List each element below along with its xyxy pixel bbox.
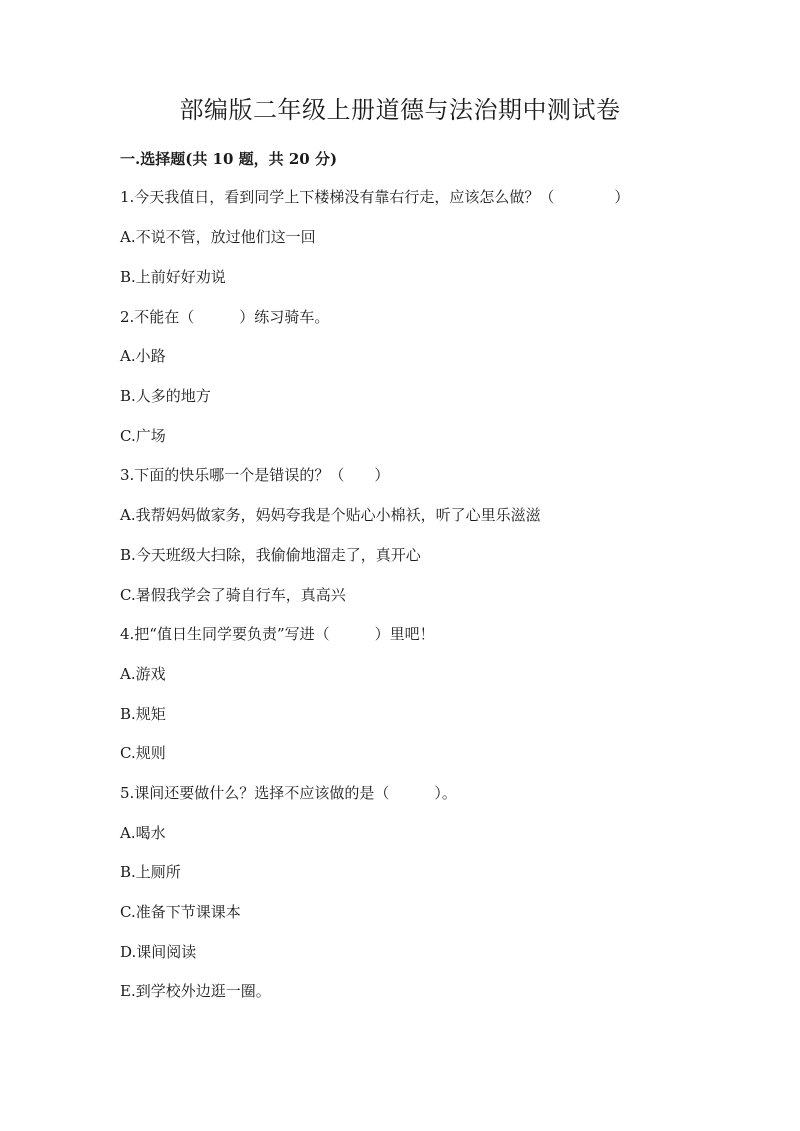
section-heading: 一.选择题(共 10 题，共 20 分) <box>120 150 338 168</box>
question-4-stem: 4.把“值日生同学要负责”写进（ ）里吧！ <box>120 625 435 643</box>
question-5-option-e: E.到学校外边逛一圈。 <box>120 982 271 1000</box>
question-3-option-a: A.我帮妈妈做家务，妈妈夸我是个贴心小棉袄，听了心里乐滋滋 <box>120 506 541 524</box>
question-2-option-b: B.人多的地方 <box>120 387 211 405</box>
question-1-stem: 1.今天我值日，看到同学上下楼梯没有靠右行走，应该怎么做？（ ） <box>120 188 630 206</box>
question-3-stem: 3.下面的快乐哪一个是错误的？（ ） <box>120 466 390 484</box>
question-4-option-b: B.规矩 <box>120 705 166 723</box>
question-5-option-b: B.上厕所 <box>120 863 181 881</box>
question-2-option-a: A.小路 <box>120 347 166 365</box>
question-4-option-c: C.规则 <box>120 744 166 762</box>
question-1-option-b: B.上前好好劝说 <box>120 268 226 286</box>
question-2-option-c: C.广场 <box>120 427 166 445</box>
question-3-option-b: B.今天班级大扫除，我偷偷地溜走了，真开心 <box>120 546 421 564</box>
page-title: 部编版二年级上册道德与法治期中测试卷 <box>179 96 621 124</box>
question-5-option-d: D.课间阅读 <box>120 943 197 961</box>
question-5-option-a: A.喝水 <box>120 824 166 842</box>
question-2-stem: 2.不能在（ ）练习骑车。 <box>120 308 330 326</box>
question-3-option-c: C.暑假我学会了骑自行车，真高兴 <box>120 586 346 604</box>
question-1-option-a: A.不说不管，放过他们这一回 <box>120 228 316 246</box>
question-5-option-c: C.准备下节课课本 <box>120 903 241 921</box>
question-5-stem: 5.课间还要做什么？选择不应该做的是（ ）。 <box>120 784 457 802</box>
question-4-option-a: A.游戏 <box>120 665 166 683</box>
